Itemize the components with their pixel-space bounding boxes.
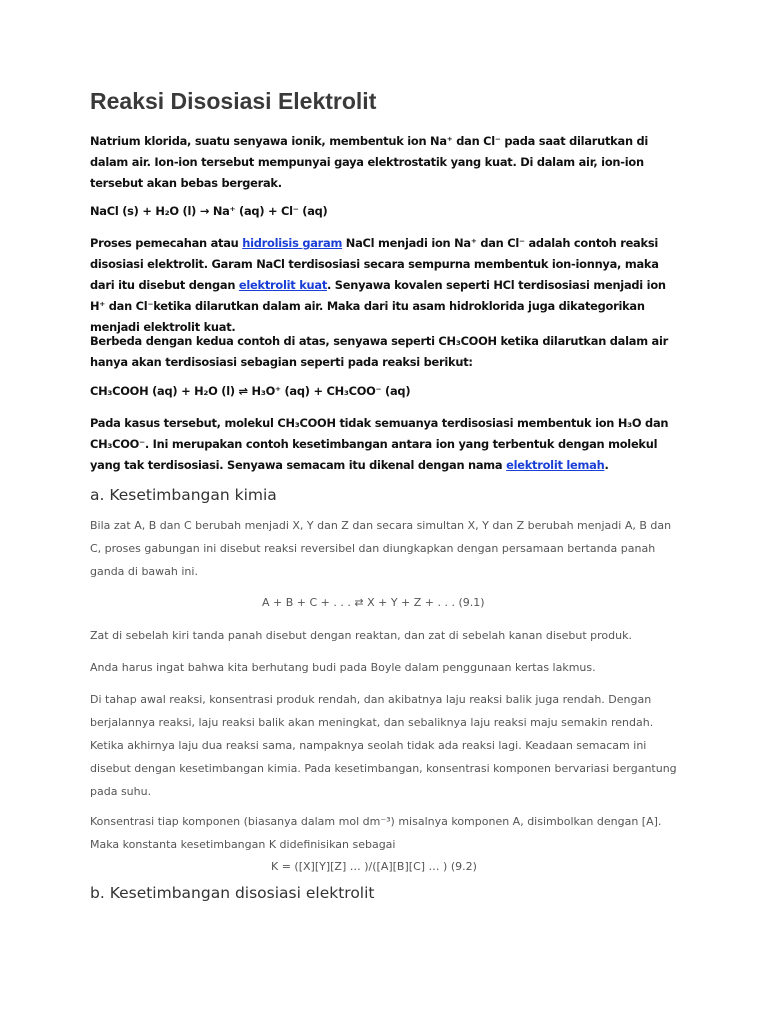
- paragraph-acetic-acid: Berbeda dengan kedua contoh di atas, senyawa seperti CH₃COOH ketika dilarutkan dalam air hanya akan terdisosiasi sebagian seperti pada reaksi berikut:: [90, 334, 668, 369]
- text-segment: Pada kasus tersebut, molekul CH₃COOH tidak semuanya terdisosiasi membentuk ion H₃O dan CH₃COO⁻. Ini merupakan contoh kesetimbangan antara ion yang terbentuk dengan molekul yang tak terdisosiasi. Senyawa semacam itu dikenal dengan nama: [90, 416, 669, 472]
- paragraph-reactants-products: Zat di sebelah kiri tanda panah disebut dengan reaktan, dan zat di sebelah kanan disebut produk.: [90, 629, 632, 642]
- text-segment: NaCl menjadi ion Na⁺ dan Cl⁻ adalah contoh reaksi disosiasi elektrolit. Garam NaCl terdisosiasi secara sempurna membentuk ion-ionnya, maka dari itu disebut dengan: [90, 236, 659, 292]
- link-elektrolit-kuat[interactable]: elektrolit kuat: [238, 278, 328, 292]
- equation-nacl-dissociation: NaCl (s) + H₂O (l) → Na⁺ (aq) + Cl⁻ (aq): [90, 204, 328, 218]
- text-segment: . Senyawa kovalen seperti HCl terdisosiasi menjadi ion H⁺ dan Cl⁻ketika dilarutkan dalam air. Maka dari itu asam hidroklorida juga dikategorikan menjadi elektrolit kuat.: [90, 278, 666, 334]
- equation-9-1: A + B + C + . . . ⇄ X + Y + Z + . . . (9.1): [262, 596, 485, 609]
- text-segment: Proses pemecahan atau: [90, 236, 243, 250]
- section-heading-kesetimbangan-disosiasi: b. Kesetimbangan disosiasi elektrolit: [90, 884, 375, 902]
- paragraph-weak-electrolyte: [90, 413, 680, 476]
- paragraph-reversible-reaction: Bila zat A, B dan C berubah menjadi X, Y dan Z dan secara simultan X, Y dan Z berubah menjadi A, B dan C, proses gabungan ini disebut reaksi reversibel dan diungkapkan dengan persamaan bertanda panah ganda di bawah ini.: [90, 519, 672, 578]
- equation-9-2: K = ([X][Y][Z] … )/([A][B][C] … ) (9.2): [271, 860, 477, 873]
- equation-acetic-acid-equilibrium: CH₃COOH (aq) + H₂O (l) ⇌ H₃O⁺ (aq) + CH₃COO⁻ (aq): [90, 384, 411, 398]
- link-elektrolit-lemah[interactable]: elektrolit lemah: [506, 458, 605, 472]
- paragraph-equilibrium-explanation: Di tahap awal reaksi, konsentrasi produk rendah, dan akibatnya laju reaksi balik juga rendah. Dengan berjalannya reaksi, laju reaksi balik akan meningkat, dan sebaliknya laju reaksi maju semakin rendah. Ketika akhirnya laju dua reaksi sama, nampaknya seolah tidak ada reaksi lagi. Keadaan semacam ini disebut dengan kesetimbangan kimia. Pada kesetimbangan, konsentrasi komponen bervariasi bergantung pada suhu.: [90, 693, 677, 798]
- paragraph-strong-electrolyte: [90, 233, 680, 338]
- page-title: Reaksi Disosiasi Elektrolit: [90, 88, 377, 114]
- text-segment: .: [604, 458, 609, 472]
- paragraph-boyle: Anda harus ingat bahwa kita berhutang budi pada Boyle dalam penggunaan kertas lakmus.: [90, 661, 596, 674]
- paragraph-nacl-intro: Natrium klorida, suatu senyawa ionik, membentuk ion Na⁺ dan Cl⁻ pada saat dilarutkan di dalam air. Ion-ion tersebut mempunyai gaya elektrostatik yang kuat. Di dalam air, ion-ion tersebut akan bebas bergerak.: [90, 134, 649, 190]
- link-hidrolisis-garam[interactable]: hidrolisis garam: [242, 236, 343, 250]
- paragraph-concentration: Konsentrasi tiap komponen (biasanya dalam mol dm⁻³) misalnya komponen A, disimbolkan dengan [A]. Maka konstanta kesetimbangan K didefinisikan sebagai: [90, 815, 662, 851]
- section-heading-kesetimbangan-kimia: a. Kesetimbangan kimia: [90, 486, 277, 504]
